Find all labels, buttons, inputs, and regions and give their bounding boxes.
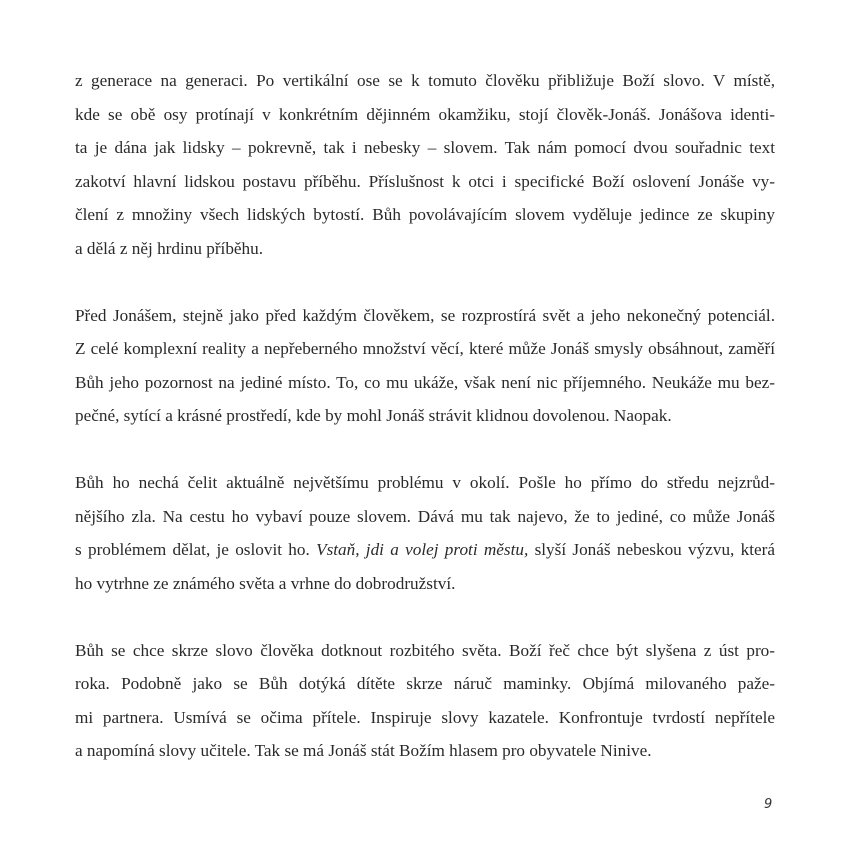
text-line [75,232,775,266]
text-line [75,332,775,366]
text-segment: Před Jonášem, stejně jako před každým člověkem, se rozprostírá svět a jeho nekonečný potenciál. [75,305,775,325]
text-line [75,500,775,534]
text-segment: Bůh jeho pozornost na jediné místo. To, co mu ukáže, však není nic příjemného. Neukáže mu bez- [75,372,775,392]
text-segment: pečné, sytící a krásné prostředí, kde by mohl Jonáš strávit klidnou dovolenou. Naopak. [75,406,672,425]
text-segment: a napomíná slovy učitele. Tak se má Jonáš stát Božím hlasem pro obyvatele Ninive. [75,741,652,760]
text-line [75,64,775,98]
paragraph-4 [75,634,775,768]
text-segment: Bůh ho nechá čelit aktuálně největšímu problému v okolí. Pošle ho přímo do středu nejzrůd- [75,473,775,492]
text-segment: s problémem dělat, je oslovit ho. [75,540,317,559]
text-line [75,366,775,400]
text-segment: slyší Jonáš nebeskou výzvu, která [528,540,775,559]
page-body [75,64,775,801]
text-line [75,634,775,668]
page-number: 9 [764,797,773,812]
text-segment: ta je dána jak lidsky – pokrevně, tak i nebesky – slovem. Tak nám pomocí dvou souřadnic text [75,138,775,157]
text-segment: kde se obě osy protínají v konkrétním dějinném okamžiku, stojí člověk-Jonáš. Jonášova identi- [75,104,775,124]
text-line [75,399,775,433]
text-line [75,299,775,333]
italic-quote: Vstaň, jdi a volej proti městu, [316,540,529,559]
text-segment: z generace na generaci. Po vertikální ose se k tomuto člověku přibližuje Boží slovo. V místě, [75,71,775,90]
text-segment: nějšího zla. Na cestu ho vybaví pouze slovem. Dává mu tak najevo, že to jediné, co může Jonáš [75,506,775,526]
text-line [75,567,775,601]
text-segment: Bůh se chce skrze slovo člověka dotknout rozbitého světa. Boží řeč chce být slyšena z úst pro- [75,640,775,660]
text-line [75,98,775,132]
text-segment: ho vytrhne ze známého světa a vrhne do dobrodružství. [75,573,456,593]
text-line [75,667,775,701]
text-segment: mi partnera. Usmívá se očima přítele. Inspiruje slovy kazatele. Konfrontuje tvrdostí nepřítele [75,707,775,727]
text-segment: a dělá z něj hrdinu příběhu. [75,238,264,258]
text-line [75,701,775,735]
text-segment: Z celé komplexní reality a nepřeberného množství věcí, které může Jonáš smysly obsáhnout, zaměří [75,339,775,358]
paragraph-3 [75,466,775,600]
text-segment: zakotví hlavní lidskou postavu příběhu. Příslušnost k otci i specifické Boží oslovení Jonáše vy- [75,171,775,191]
text-line [75,466,775,500]
text-line [75,734,775,768]
paragraph-2 [75,299,775,433]
paragraph-1 [75,64,775,265]
text-segment: roka. Podobně jako se Bůh dotýká dítěte skrze náruč maminky. Objímá milovaného paže- [75,674,775,693]
text-line [75,165,775,199]
text-line [75,533,775,567]
text-segment: člení z množiny všech lidských bytostí. Bůh povolávajícím slovem vyděluje jedince ze skupiny [75,205,775,224]
text-line [75,131,775,165]
text-line [75,198,775,232]
